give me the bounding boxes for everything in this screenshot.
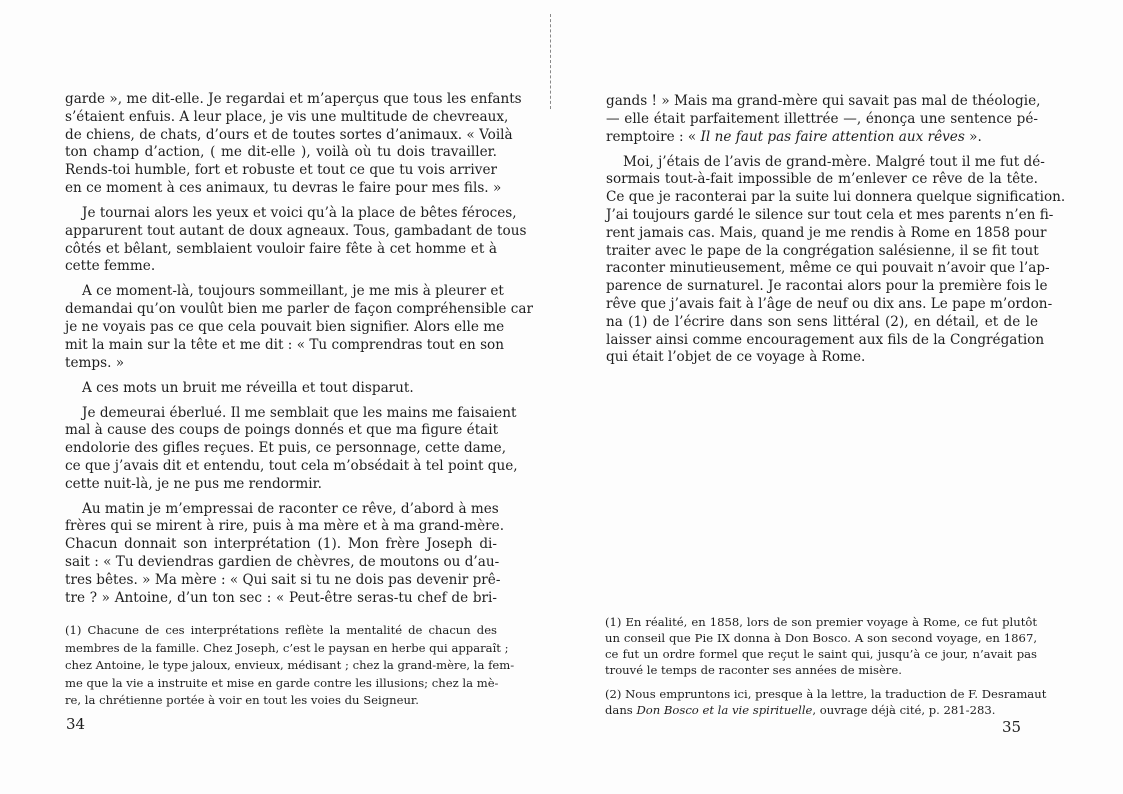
left-page-body xyxy=(65,91,533,615)
right-page-footnotes xyxy=(605,614,1047,726)
text-line: ce que j’avais dit et entendu, tout cela m’obsédait à tel point que, xyxy=(65,457,518,474)
paragraph xyxy=(65,404,518,494)
paragraph xyxy=(606,153,1066,368)
text-line: endolorie des gifles reçues. Et puis, ce personnage, cette dame, xyxy=(65,440,507,457)
footnote-line: (1) Chacune de ces interprétations reflète la mentalité de chacun des xyxy=(65,623,497,637)
text-line: A ce moment-là, toujours sommeillant, je me mis à pleurer et xyxy=(82,283,504,300)
text-line: parence de surnaturel. Je racontai alors pour la première fois le xyxy=(606,278,1048,295)
paragraph xyxy=(65,380,497,398)
text-line: laisser ainsi comme encouragement aux fils de la Congrégation xyxy=(606,331,1045,348)
text-line: en ce moment à ces animaux, tu devras le faire pour mes fils. » xyxy=(65,179,502,196)
text-line: raconter minutieusement, même ce qui pouvait n’avoir que l’ap- xyxy=(606,260,1050,277)
footnote-line: ce fut un ordre formel que reçut le saint qui, jusqu’à ce jour, n’avait pas xyxy=(605,647,1037,661)
footnote xyxy=(605,614,1037,678)
text-line: traiter avec le pape de la congrégation salésienne, il se fit tout xyxy=(606,242,1039,259)
footnote-line: (2) Nous empruntons ici, presque à la lettre, la traduction de F. Desramaut xyxy=(605,687,1047,701)
text-line: Je demeurai éberlué. Il me semblait que les mains me faisaient xyxy=(82,404,517,421)
text-line: côtés et bêlant, semblaient vouloir faire fête à cet homme et à xyxy=(65,240,497,257)
text-line: Au matin je m’empressai de raconter ce rêve, d’abord à mes xyxy=(82,500,499,517)
text-line: garde », me dit-elle. Je regardai et m’aperçus que tous les enfants xyxy=(65,91,522,107)
text-line: tres bêtes. » Ma mère : « Qui sait si tu ne dois pas devenir prê- xyxy=(65,571,501,588)
text-line: demandai qu’on voulût bien me parler de façon compréhensible car xyxy=(65,301,533,318)
text-segment: dans xyxy=(605,703,637,717)
text-line: rent jamais cas. Mais, quand je me rendis à Rome en 1858 pour xyxy=(606,224,1047,241)
text-line: mit la main sur la tête et me dit : « Tu comprendras tout en son xyxy=(65,336,504,353)
text-line: de chiens, de chats, d’ours et de toutes sortes d’animaux. « Voilà xyxy=(65,126,513,143)
paragraph xyxy=(65,500,505,608)
text-line: cette nuit-là, je ne pus me rendormir. xyxy=(65,475,322,492)
text-line: je ne voyais pas ce que cela pouvait bien signifier. Alors elle me xyxy=(65,318,505,335)
text-line: sormais tout-à-fait impossible de m’enlever ce rêve de la tête. xyxy=(606,171,1038,188)
text-line: Je tournai alors les yeux et voici qu’à la place de bêtes féroces, xyxy=(82,204,517,221)
right-page-body xyxy=(606,93,1066,374)
text-line: na (1) de l’écrire dans son sens littéral (2), en détail, et de le xyxy=(606,313,1038,330)
text-line: temps. » xyxy=(65,354,125,371)
text-line: A ces mots un bruit me réveilla et tout disparut. xyxy=(82,379,414,396)
text-line: sait : « Tu deviendras gardien de chèvres, de moutons ou d’au- xyxy=(65,554,500,571)
text-line: ton champ d’action, ( me dit-elle ), voilà où tu dois travailler. xyxy=(65,144,497,161)
footnote-line: me que la vie a instruite et mise en garde contre les illusions; chez la mè- xyxy=(65,675,499,690)
text-segment: , ouvrage déjà cité, p. 281-283. xyxy=(812,703,996,717)
italic-text: Il ne faut pas faire attention aux rêves xyxy=(700,128,965,145)
text-line: Rends-toi humble, fort et robuste et tout ce que tu vois arriver xyxy=(65,162,497,179)
text-line: rêve que j’avais fait à l’âge de neuf ou dix ans. Le pape m’ordon- xyxy=(606,295,1053,312)
text-line xyxy=(606,129,1038,147)
paragraph xyxy=(65,204,527,276)
text-segment: ». xyxy=(964,128,982,145)
text-line: mal à cause des coups de poings donnés et que ma figure était xyxy=(65,422,499,439)
footnote xyxy=(605,686,1047,718)
text-line: — elle était parfaitement illettrée —, énonça une sentence pé- xyxy=(606,110,1038,127)
text-segment: remptoire : « xyxy=(606,128,701,145)
left-page-footnotes xyxy=(65,622,515,718)
footnote-line: un conseil que Pie IX donna à Don Bosco. A son second voyage, en 1867, xyxy=(605,631,1037,645)
text-line: cette femme. xyxy=(65,258,156,275)
page-gutter-fold xyxy=(550,14,551,109)
text-line: gands ! » Mais ma grand-mère qui savait pas mal de théologie, xyxy=(606,93,1041,109)
paragraph xyxy=(606,93,1041,146)
footnote-line: (1) En réalité, en 1858, lors de son premier voyage à Rome, ce fut plutôt xyxy=(605,615,1037,629)
text-line: apparurent tout autant de doux agneaux. Tous, gambadant de tous xyxy=(65,222,527,239)
footnote-line: re, la chrétienne portée à voir en tout les voies du Seigneur. xyxy=(65,693,419,707)
page-number-left: 34 xyxy=(66,715,86,733)
text-line: frères qui se mirent à rire, puis à ma mère et à ma grand-mère. xyxy=(65,518,505,535)
text-line: qui était l’objet de ce voyage à Rome. xyxy=(606,349,866,366)
italic-text: Don Bosco et la vie spirituelle xyxy=(636,703,813,717)
paragraph xyxy=(65,91,522,198)
footnote-line: membres de la famille. Chez Joseph, c’est le paysan en herbe qui apparaît ; xyxy=(65,640,509,655)
page-number-right: 35 xyxy=(1002,718,1022,736)
footnote-line: trouvé le temps de raconter ses années de misère. xyxy=(605,663,902,677)
text-line: Moi, j’étais de l’avis de grand-mère. Malgré tout il me fut dé- xyxy=(623,153,1045,170)
text-line: Ce que je raconterai par la suite lui donnera quelque signification. xyxy=(606,189,1066,206)
text-line: s’étaient enfuis. A leur place, je vis une multitude de chevreaux, xyxy=(65,108,509,125)
footnote xyxy=(65,622,515,710)
text-line: Chacun donnait son interprétation (1). Mon frère Joseph di- xyxy=(65,536,497,553)
footnote-line: chez Antoine, le type jaloux, envieux, médisant ; chez la grand-mère, la fem- xyxy=(65,658,515,672)
text-line: J’ai toujours gardé le silence sur tout cela et mes parents n’en fi- xyxy=(606,206,1054,223)
footnote-line xyxy=(605,702,1037,718)
text-line: tre ? » Antoine, d’un ton sec : « Peut-être seras-tu chef de bri- xyxy=(65,589,497,606)
paragraph xyxy=(65,283,533,372)
